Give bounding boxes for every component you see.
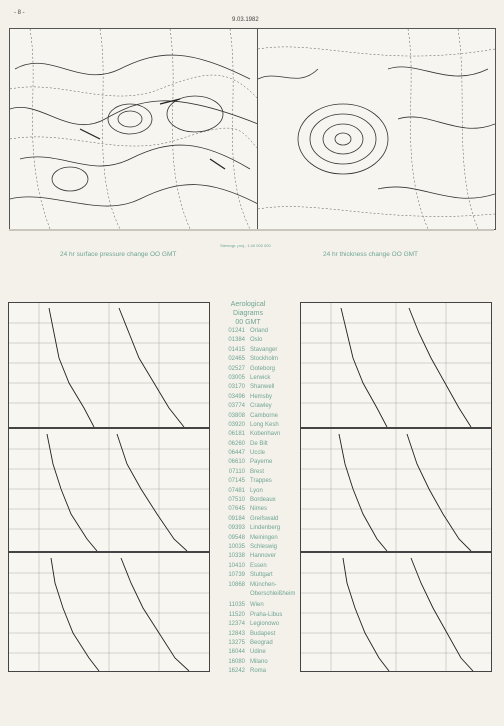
- page-number: - 8 -: [14, 10, 25, 16]
- station-name: Wien: [250, 602, 264, 609]
- station-name: München-: [250, 581, 277, 588]
- station-name: Beograd: [250, 639, 273, 646]
- aerological-title-line: Aerological: [230, 301, 266, 308]
- station-id: 10338: [228, 553, 245, 560]
- list-item: [218, 449, 295, 458]
- station-id: 03808: [228, 412, 245, 419]
- station-id: 03496: [228, 393, 245, 400]
- list-item: [218, 571, 295, 580]
- aerological-diagram-6: [300, 552, 492, 672]
- list-item: [218, 667, 295, 676]
- list-item: [218, 562, 295, 571]
- list-item: [218, 477, 295, 486]
- sounding-chart: [301, 553, 491, 671]
- list-item: [218, 543, 295, 552]
- station-name: Essen: [250, 562, 267, 569]
- station-name: Long Kesh: [250, 421, 279, 428]
- station-id: 02465: [228, 356, 245, 363]
- station-id: 10410: [228, 562, 245, 569]
- list-item: [218, 440, 295, 449]
- list-item: [218, 601, 295, 610]
- station-id: 06260: [228, 440, 245, 447]
- aerological-diagram-2: [8, 428, 210, 552]
- list-item: [218, 327, 295, 336]
- list-item: [218, 346, 295, 355]
- station-name: Roma: [250, 668, 267, 675]
- list-item: [218, 630, 295, 639]
- station-name: Hannover: [250, 553, 277, 560]
- station-id: 10868: [228, 581, 245, 588]
- station-name: Schleswig: [250, 543, 278, 550]
- station-id: 01384: [228, 337, 245, 344]
- station-name: Trappes: [250, 478, 272, 485]
- station-name: De Bilt: [250, 440, 268, 447]
- sounding-chart: [9, 303, 209, 427]
- list-item: [218, 355, 295, 364]
- station-name: Crawley: [250, 403, 272, 410]
- sounding-chart: [301, 303, 491, 427]
- station-id: 03005: [228, 374, 245, 381]
- list-item: [218, 590, 295, 599]
- aerological-title-line: 00 GMT: [235, 319, 261, 326]
- station-id: 12374: [228, 621, 245, 628]
- list-item: [218, 365, 295, 374]
- list-item: [218, 620, 295, 629]
- station-id: 06181: [228, 431, 245, 438]
- list-item: [218, 611, 295, 620]
- station-id: 16044: [228, 649, 245, 656]
- station-name: Goteborg: [250, 365, 276, 372]
- map-frame-strip: [9, 229, 494, 231]
- station-id: 06610: [228, 459, 245, 466]
- station-name: Orland: [250, 328, 269, 334]
- station-name: Greifswald: [250, 515, 279, 522]
- list-item: [218, 505, 295, 514]
- sounding-chart: [9, 553, 209, 671]
- station-id: 16080: [228, 658, 245, 665]
- thickness-change-map: [257, 28, 496, 230]
- station-id: 10035: [228, 543, 245, 550]
- station-name: Lindenberg: [250, 525, 281, 532]
- isallobar-chart: [10, 29, 258, 229]
- list-item: [218, 581, 295, 590]
- station-id: 07645: [228, 506, 245, 513]
- list-item: [218, 374, 295, 383]
- station-list: [218, 327, 295, 676]
- station-name: Budapest: [250, 630, 276, 637]
- station-id: 16242: [228, 668, 245, 675]
- station-name: Uccle: [250, 450, 266, 457]
- station-name: Stavanger: [250, 346, 278, 353]
- station-id: 01415: [228, 346, 245, 353]
- list-item: [218, 393, 295, 402]
- list-item: [218, 421, 295, 430]
- list-item: [218, 524, 295, 533]
- station-name: Hemsby: [250, 393, 273, 400]
- list-item: [218, 383, 295, 392]
- station-name: Bordeaux: [250, 497, 276, 504]
- station-id: 03920: [228, 421, 245, 428]
- station-name: Brest: [250, 468, 265, 475]
- list-item: [218, 648, 295, 657]
- aerological-diagram-5: [300, 428, 492, 552]
- station-id: 09548: [228, 534, 245, 541]
- page-date: 9.03.1982: [232, 17, 259, 23]
- list-item: [218, 402, 295, 411]
- station-id: 09184: [228, 515, 245, 522]
- list-item: [218, 552, 295, 561]
- station-id: 02527: [228, 365, 245, 372]
- aerological-diagram-1: [8, 302, 210, 428]
- list-item: [218, 458, 295, 467]
- station-name: Payerne: [250, 459, 273, 466]
- station-name: Shanwell: [250, 384, 275, 391]
- list-item: [218, 487, 295, 496]
- station-name: Praha-Libus: [250, 611, 283, 618]
- station-id: 12843: [228, 630, 245, 637]
- station-name: Oberschleißheim: [250, 590, 296, 597]
- station-name: Milano: [250, 658, 268, 665]
- list-item: [218, 658, 295, 667]
- station-id: 10739: [228, 572, 245, 579]
- station-id: 03170: [228, 384, 245, 391]
- aerological-diagram-4: [300, 302, 492, 428]
- station-name: Udine: [250, 649, 266, 656]
- station-id: 07145: [228, 478, 245, 485]
- station-name: Stuttgart: [250, 572, 273, 579]
- list-item: [218, 468, 295, 477]
- list-item: [218, 496, 295, 505]
- thickness-chart: [258, 29, 495, 229]
- station-id: 07110: [228, 468, 245, 475]
- station-name: Kobenhavn: [250, 431, 281, 438]
- station-name: Oslo: [250, 337, 263, 344]
- station-id: 11035: [228, 602, 245, 609]
- station-name: Legionowo: [250, 621, 280, 628]
- station-id: 09393: [228, 525, 245, 532]
- list-item: [218, 412, 295, 421]
- right-map-caption: 24 hr thickness change OO GMT: [323, 251, 419, 258]
- sounding-chart: [301, 429, 491, 551]
- station-name: Lerwick: [250, 374, 271, 381]
- sounding-chart: [9, 429, 209, 551]
- station-id: 11520: [228, 611, 245, 618]
- station-id: 06447: [228, 450, 245, 457]
- aerological-title: [218, 300, 278, 327]
- station-name: Stockholm: [250, 356, 279, 363]
- surface-pressure-change-map: [9, 28, 259, 230]
- station-id: 01241: [228, 328, 245, 334]
- station-id: 03774: [228, 403, 245, 410]
- list-item: [218, 534, 295, 543]
- station-name: Camborne: [250, 412, 279, 419]
- aerological-title-line: Diagrams: [233, 310, 263, 317]
- scale-text: Stereogr. proj., 1:40 000 000: [220, 243, 271, 248]
- station-name: Lyon: [250, 487, 263, 494]
- station-id: 07510: [228, 497, 245, 504]
- station-name: Nimes: [250, 506, 268, 513]
- list-item: [218, 639, 295, 648]
- station-id: 07481: [228, 487, 245, 494]
- station-id: 13275: [228, 639, 245, 646]
- station-name: Meiningen: [250, 534, 278, 541]
- list-item: [218, 336, 295, 345]
- list-item: [218, 515, 295, 524]
- list-item: [218, 430, 295, 439]
- aerological-diagram-3: [8, 552, 210, 672]
- left-map-caption: 24 hr surface pressure change OO GMT: [60, 251, 177, 258]
